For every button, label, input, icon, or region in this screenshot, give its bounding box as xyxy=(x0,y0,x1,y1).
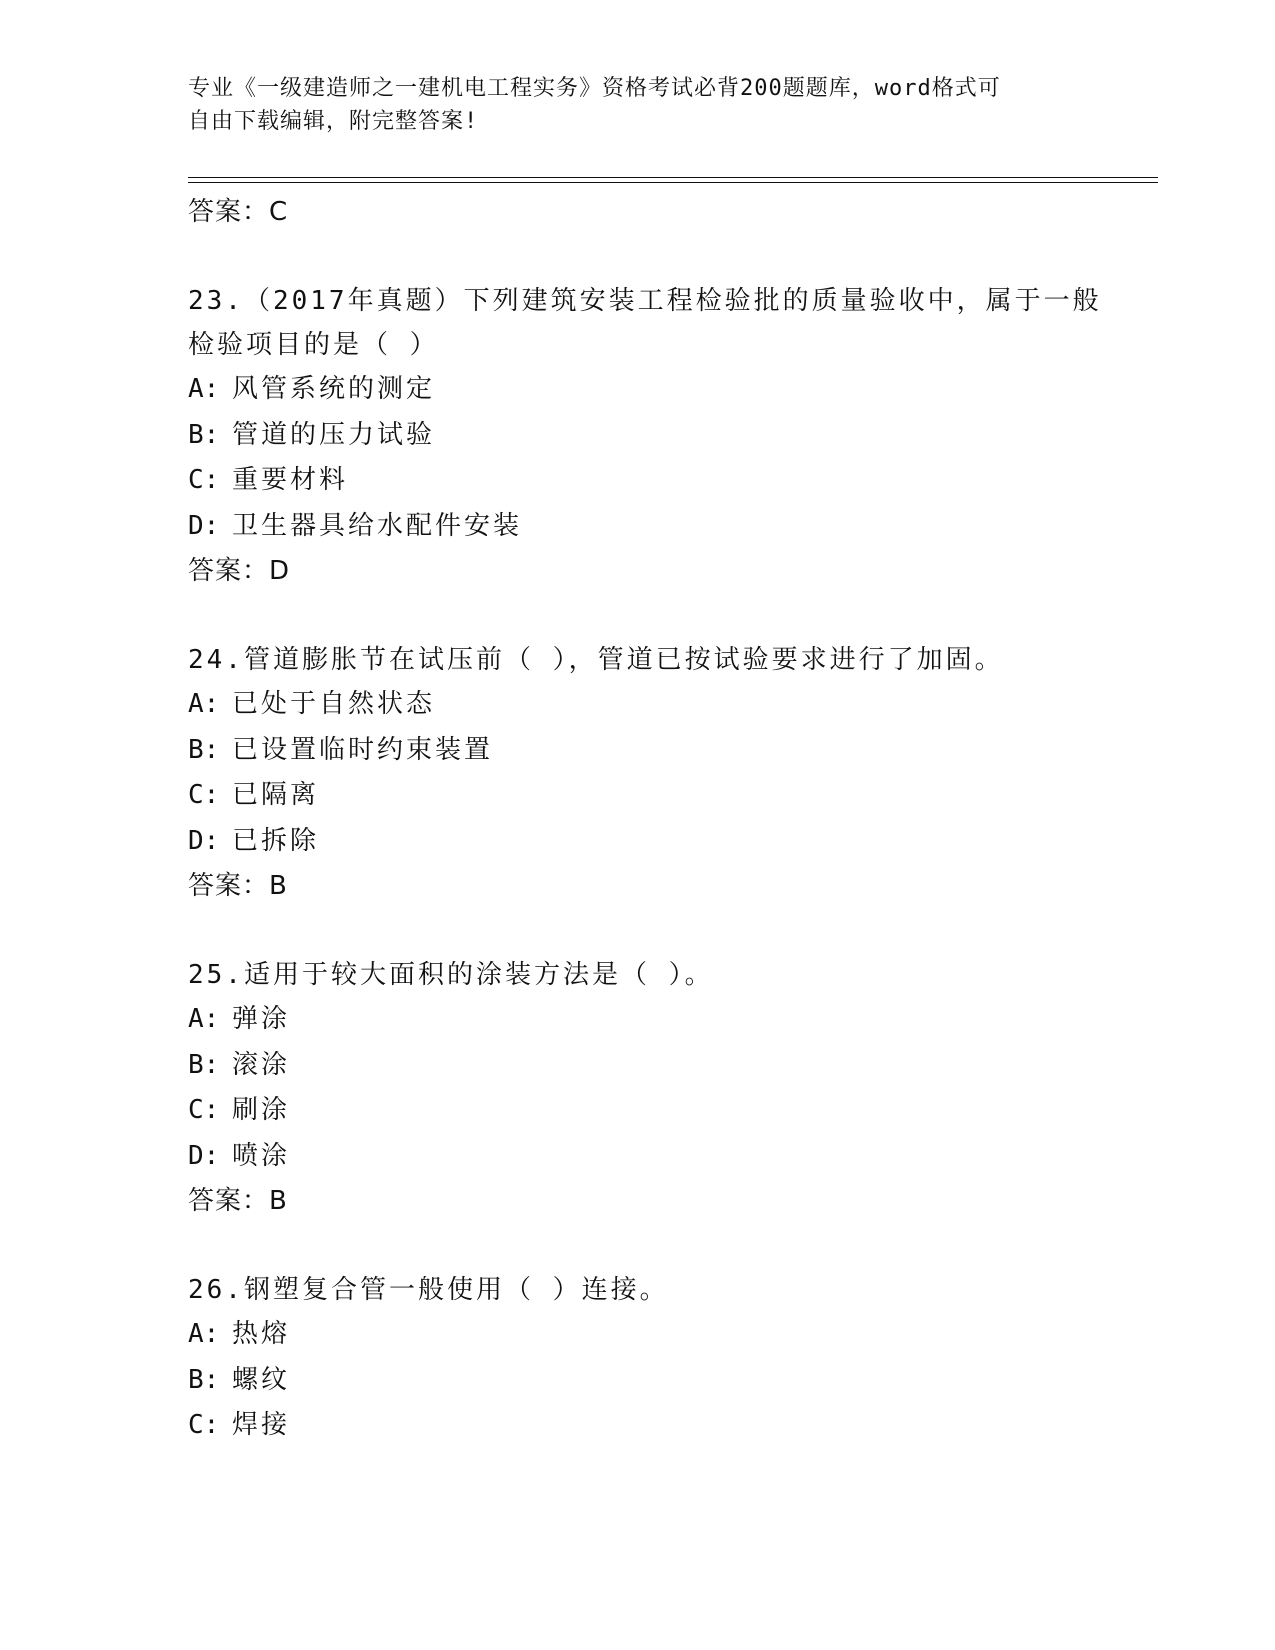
option-text: 喷涂 xyxy=(232,1140,291,1171)
option-d xyxy=(188,819,1148,865)
question-stem-line: 检验项目的是（ ） xyxy=(188,330,439,360)
option-c xyxy=(188,1088,1148,1134)
option-label: B: xyxy=(188,734,220,765)
document-header xyxy=(188,72,1088,138)
header-line-1: 专业《一级建造师之一建机电工程实务》资格考试必背200题题库，word格式可 xyxy=(188,76,1001,101)
option-text: 已处于自然状态 xyxy=(232,689,436,719)
option-text: 弹涂 xyxy=(232,1004,291,1034)
option-a xyxy=(188,1312,1148,1358)
question-stem-line: 26.钢塑复合管一般使用（ ）连接。 xyxy=(188,1275,669,1305)
answer-line: 答案：C xyxy=(188,197,289,227)
option-a xyxy=(188,997,1148,1043)
question-list xyxy=(188,190,1148,1449)
option-label: C: xyxy=(188,465,220,495)
question-26 xyxy=(188,1268,1148,1449)
option-label: B: xyxy=(188,419,220,450)
header-line-2: 自由下载编辑，附完整答案! xyxy=(188,109,479,134)
question-stem xyxy=(188,953,1148,997)
option-text: 已设置临时约束装置 xyxy=(232,734,494,765)
option-b xyxy=(188,728,1148,774)
header-divider-bottom xyxy=(188,182,1158,183)
option-a xyxy=(188,367,1148,413)
option-a xyxy=(188,682,1148,728)
question-25 xyxy=(188,953,1148,1223)
answer-line: 答案：B xyxy=(188,1186,288,1216)
option-c xyxy=(188,458,1148,504)
option-label: A: xyxy=(188,374,220,404)
option-text: 焊接 xyxy=(232,1410,291,1440)
question-stem xyxy=(188,1268,1148,1312)
option-label: A: xyxy=(188,689,220,719)
option-text: 风管系统的测定 xyxy=(232,374,436,404)
option-b xyxy=(188,1358,1148,1404)
option-label: D: xyxy=(188,825,220,856)
option-b xyxy=(188,413,1148,459)
option-c xyxy=(188,773,1148,819)
option-text: 滚涂 xyxy=(232,1049,291,1080)
answer-line: 答案：D xyxy=(188,556,291,586)
option-text: 已拆除 xyxy=(232,825,320,856)
option-label: C: xyxy=(188,780,220,810)
option-text: 管道的压力试验 xyxy=(232,419,436,450)
header-divider-top xyxy=(188,177,1158,178)
question-stem xyxy=(188,279,1148,367)
option-label: B: xyxy=(188,1364,220,1395)
option-label: D: xyxy=(188,1140,220,1171)
option-d xyxy=(188,1134,1148,1180)
question-24 xyxy=(188,638,1148,908)
question-stem-line: 24.管道膨胀节在试压前（ ），管道已按试验要求进行了加固。 xyxy=(188,645,1004,675)
option-text: 热熔 xyxy=(232,1319,291,1349)
option-label: A: xyxy=(188,1319,220,1349)
option-b xyxy=(188,1043,1148,1089)
option-label: D: xyxy=(188,510,220,541)
option-label: C: xyxy=(188,1095,220,1125)
option-text: 重要材料 xyxy=(232,465,349,495)
answer-line: 答案：B xyxy=(188,871,288,901)
option-c xyxy=(188,1403,1148,1449)
option-text: 卫生器具给水配件安装 xyxy=(232,510,523,541)
option-text: 螺纹 xyxy=(232,1364,291,1395)
question-23 xyxy=(188,279,1148,593)
option-label: A: xyxy=(188,1004,220,1034)
question-stem-line: 25.适用于较大面积的涂装方法是（ ）。 xyxy=(188,960,714,990)
option-d xyxy=(188,504,1148,550)
option-text: 已隔离 xyxy=(232,780,320,810)
option-label: C: xyxy=(188,1410,220,1440)
question-stem xyxy=(188,638,1148,682)
question-stem-line: 23.（2017年真题）下列建筑安装工程检验批的质量验收中，属于一般 xyxy=(188,286,1102,316)
option-text: 刷涂 xyxy=(232,1095,291,1125)
option-label: B: xyxy=(188,1049,220,1080)
